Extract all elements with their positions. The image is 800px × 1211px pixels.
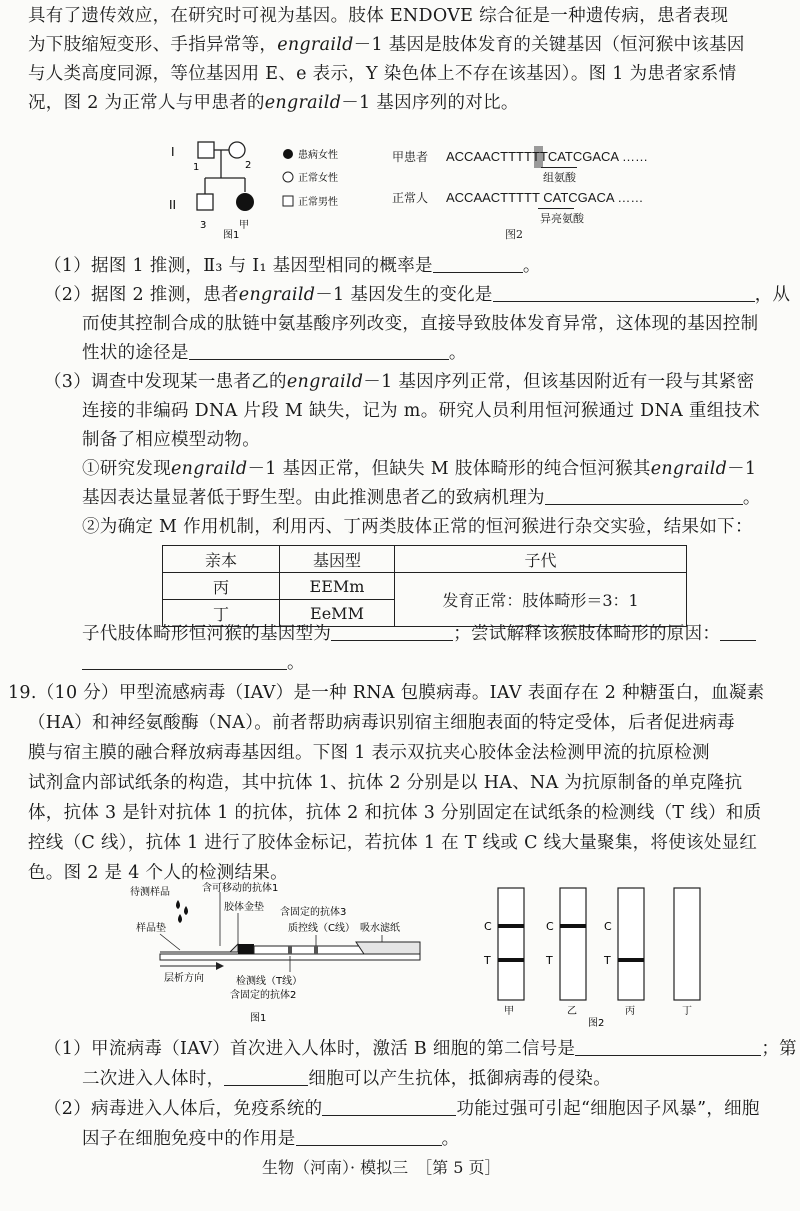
label-absorbent-paper: 吸水滤纸 (360, 923, 400, 934)
answer-blank[interactable] (433, 254, 523, 273)
text: 体，抗体 3 是针对抗体 1 的抗体，抗体 2 和抗体 3 分别固定在试纸条的检测线（T 线）和质 (28, 803, 762, 823)
label-fixed-ab2: 含固定的抗体2 (230, 990, 297, 1001)
gold-pad (238, 944, 254, 954)
answer-blank[interactable] (575, 1037, 761, 1056)
normal-sequence: ACCAACTTTTT CATCGACA …… (446, 190, 644, 205)
result-bing (603, 888, 644, 1017)
label-gold-pad: 胶体金垫 (224, 902, 264, 913)
q19-1-line-2 (82, 1067, 611, 1091)
text: 因子在细胞免疫中的作用是 (82, 1129, 296, 1149)
q3-sub2 (82, 515, 753, 539)
q19-line-2 (28, 711, 735, 735)
q19-line-5 (28, 801, 761, 825)
gen-2-label: II (169, 198, 177, 212)
t-band (618, 958, 644, 962)
results-caption: 图2 (588, 1018, 605, 1028)
text: 基因表达量显著低于野生型。由此推测患者乙的致病机理为 (82, 488, 545, 508)
arrow-head-icon (216, 962, 224, 970)
text: －1 (727, 459, 757, 479)
text: 细胞可以产生抗体，抵御病毒的侵染。 (308, 1069, 612, 1089)
text: －1 基因是肢体发育的关键基因（恒河猴中该基因 (353, 35, 745, 55)
q19-1-line-1 (44, 1037, 797, 1061)
intro-line-4 (28, 91, 519, 115)
pointer-line (160, 934, 180, 950)
q1 (44, 254, 541, 278)
droplet-icon (178, 914, 182, 923)
membrane (254, 946, 364, 954)
intro-line-2 (28, 33, 745, 57)
q3-after-table-2 (82, 651, 305, 675)
text: －1 基因发生的变化是 (315, 285, 493, 305)
genotype-ding: EeMM (280, 600, 395, 627)
normal-male-1 (198, 142, 214, 158)
intro-line-1 (28, 4, 728, 28)
label-mobile-ab1: 含可移动的抗体1 (202, 883, 279, 894)
label-3: 3 (200, 220, 207, 231)
patient-sequence: ACCAACTTTTTTCATCGACA …… (446, 149, 648, 164)
strip-caption: 图1 (250, 1013, 267, 1024)
text: 。 (448, 343, 467, 363)
person-label: 甲 (504, 1006, 514, 1017)
q3-line-3 (82, 428, 260, 452)
label-c-line: 质控线（C线） (288, 923, 355, 934)
text: ②为确定 M 作用机制，利用丙、丁两类肢体正常的恒河猴进行杂交实验，结果如下： (82, 517, 753, 537)
text: 。 (441, 1129, 460, 1149)
text: 子代肢体畸形恒河猴的基因型为 (82, 624, 332, 644)
answer-blank[interactable] (322, 1097, 456, 1116)
c-line-mark (314, 946, 318, 954)
q2-line-3 (82, 341, 467, 365)
label-fixed-ab3: 含固定的抗体3 (280, 907, 347, 918)
codon-underline (541, 167, 577, 168)
normal-label: 正常人 (392, 191, 429, 205)
c-label: C (546, 920, 554, 933)
q3-after-table (82, 622, 756, 646)
normal-female-2 (229, 142, 245, 158)
q19-line-3 (28, 741, 710, 765)
sample-pad (160, 944, 238, 952)
t-label: T (484, 954, 491, 967)
parent-ding: 丁 (163, 600, 280, 627)
text: ；尝试解释该猴肢体畸形的原因： (453, 624, 721, 644)
answer-blank[interactable] (82, 651, 287, 670)
text: 。 (287, 653, 305, 673)
offspring-ratio: 发育正常：肢体畸形＝3：1 (395, 573, 687, 627)
patient-amino-acid: 组氨酸 (543, 171, 576, 184)
strip-outline (618, 888, 644, 1000)
label-t-line: 检测线（T线） (236, 976, 303, 987)
text: －1 基因正常，但缺失 M 肢体畸形的纯合恒河猴其 (247, 459, 651, 479)
result-yi (545, 888, 586, 1017)
text: 二次进入人体时， (82, 1069, 225, 1089)
text: （1）甲流病毒（IAV）首次进入人体时，激活 B 细胞的第二信号是 (44, 1039, 576, 1059)
gene-name: engraild (171, 459, 248, 479)
fig2-caption: 图2 (505, 228, 523, 241)
q3-line-2 (82, 399, 760, 423)
q19-2-line-1 (44, 1097, 760, 1121)
answer-blank[interactable] (224, 1067, 308, 1086)
gene-name: engraild (277, 35, 354, 55)
text: 连接的非编码 DNA 片段 M 缺失，记为 m。研究人员利用恒河猴通过 DNA 重组技术 (82, 401, 761, 421)
patient-label: 甲患者 (392, 150, 429, 164)
answer-blank[interactable] (296, 1127, 442, 1146)
person-label: 丁 (682, 1006, 692, 1017)
text: 况，图 2 为正常人与甲患者的 (28, 93, 265, 113)
text: ①研究发现 (82, 459, 171, 479)
gene-name: engraild (238, 285, 316, 305)
q19-line-1 (8, 681, 764, 705)
text: 性状的途径是 (82, 343, 189, 363)
legend-affected-female-icon (283, 149, 293, 159)
q3-sub1-line-1 (82, 457, 756, 481)
text: （2）据图 2 推测，患者 (44, 285, 239, 305)
answer-blank[interactable] (545, 486, 743, 505)
page-footer: 生物（河南）· 模拟三 ［第 5 页］ (262, 1158, 501, 1177)
header-genotype: 基因型 (280, 546, 395, 573)
text: 与人类高度同源，等位基因用 E、e 表示，Y 染色体上不存在该基因）。图 1 为患者家系情 (28, 64, 737, 84)
text: 控线（C 线），抗体 1 进行了胶体金标记，若抗体 1 在 T 线或 C 线大量聚集，将使该处显红 (28, 833, 758, 853)
text: ，从 (754, 285, 791, 305)
answer-blank[interactable] (493, 283, 755, 302)
strip-outline (560, 888, 586, 1000)
legend-affected-female: 患病女性 (298, 150, 338, 161)
text: 功能过强可引起“细胞因子风暴”，细胞 (456, 1099, 760, 1119)
test-strip-diagram (120, 880, 440, 1028)
label-1: 1 (193, 162, 200, 173)
t-band (498, 958, 524, 962)
affected-female-jia (236, 193, 254, 211)
text: 为下肢缩短变形、手指异常等， (28, 35, 278, 55)
header-offspring: 子代 (395, 546, 687, 573)
label-jia: 甲 (239, 220, 249, 231)
droplet-icon (184, 906, 188, 915)
text: （2）病毒进入人体后，免疫系统的 (44, 1099, 323, 1119)
q3-sub1-line-2 (82, 486, 761, 510)
q2-line-1 (44, 283, 790, 307)
text: －1 基因序列正常，但该基因附近有一段与其紧密 (363, 372, 755, 392)
intro-line-3 (28, 62, 736, 86)
t-line-mark (288, 946, 292, 954)
legend-normal-male-icon (283, 196, 293, 206)
text: ；第 (761, 1039, 797, 1059)
result-ding (674, 888, 700, 1017)
droplet-icon (176, 900, 180, 909)
text: （3）调查中发现某一患者乙的 (44, 372, 287, 392)
c-label: C (604, 920, 612, 933)
pedigree-diagram (165, 132, 375, 242)
text: （HA）和神经氨酸酶（NA）。前者帮助病毒识别宿主细胞表面的特定受体，后者促进病毒 (28, 713, 735, 733)
text: 而使其控制合成的肽链中氨基酸序列改变，直接导致肢体发育异常，这体现的基因控制 (82, 314, 759, 334)
answer-blank[interactable] (331, 622, 453, 641)
text: 膜与宿主膜的融合释放病毒基因组。下图 1 表示双抗夹心胶体金法检测甲流的抗原检测 (28, 743, 710, 763)
text: 色。图 2 是 4 个人的检测结果。 (28, 863, 288, 883)
t-label: T (546, 954, 553, 967)
text: 试剂盒内部试纸条的构造，其中抗体 1、抗体 2 分别是以 HA、NA 为抗原制备的单克隆抗 (28, 773, 743, 793)
q19-line-4 (28, 771, 742, 795)
codon-underline (538, 208, 574, 209)
c-band (498, 924, 524, 928)
q19-2-line-2 (82, 1127, 459, 1151)
text: 。 (522, 256, 541, 276)
person-label: 乙 (567, 1006, 577, 1017)
normal-amino-acid: 异亮氨酸 (540, 212, 584, 225)
c-band (560, 924, 586, 928)
cross-table (162, 545, 687, 627)
header-parent: 亲本 (163, 546, 280, 573)
gen-1-label: I (171, 145, 175, 159)
result-jia (483, 888, 524, 1017)
t-label: T (604, 954, 611, 967)
text: 19.（10 分）甲型流感病毒（IAV）是一种 RNA 包膜病毒。IAV 表面存在 2 种糖蛋白，血凝素 (8, 683, 765, 703)
text: （1）据图 1 推测，Ⅱ₃ 与 Ⅰ₁ 基因型相同的概率是 (44, 256, 433, 276)
text: 。 (742, 488, 761, 508)
answer-blank[interactable] (189, 341, 449, 360)
c-label: C (484, 920, 492, 933)
text: －1 基因序列的对比。 (341, 93, 519, 113)
absorbent-paper (356, 942, 420, 954)
label-flow-direction: 层析方向 (164, 973, 204, 984)
parent-bing: 丙 (163, 573, 280, 600)
label-2: 2 (245, 160, 252, 171)
legend-normal-female-icon (283, 172, 293, 182)
text: 制备了相应模型动物。 (82, 430, 260, 450)
legend-normal-female: 正常女性 (298, 173, 338, 184)
strip-outline (674, 888, 700, 1000)
label-sample-pad: 样品垫 (136, 923, 166, 934)
genotype-bing: EEMm (280, 573, 395, 600)
gene-name: engraild (286, 372, 364, 392)
legend-normal-male: 正常男性 (298, 197, 338, 208)
q19-line-6 (28, 831, 757, 855)
results-diagram (476, 880, 726, 1028)
answer-blank[interactable] (720, 622, 756, 641)
gene-name: engraild (264, 93, 342, 113)
strip-outline (498, 888, 524, 1000)
label-sample: 待测样品 (130, 887, 170, 898)
text: 具有了遗传效应，在研究时可视为基因。肢体 ENDOVE 综合征是一种遗传病，患者表现 (28, 6, 729, 26)
fig1-caption: 图1 (223, 230, 240, 241)
person-label: 丙 (625, 1006, 635, 1017)
q2-line-2 (82, 312, 758, 336)
gene-name: engraild (650, 459, 728, 479)
normal-male-3 (197, 194, 213, 210)
q3-line-1 (44, 370, 754, 394)
